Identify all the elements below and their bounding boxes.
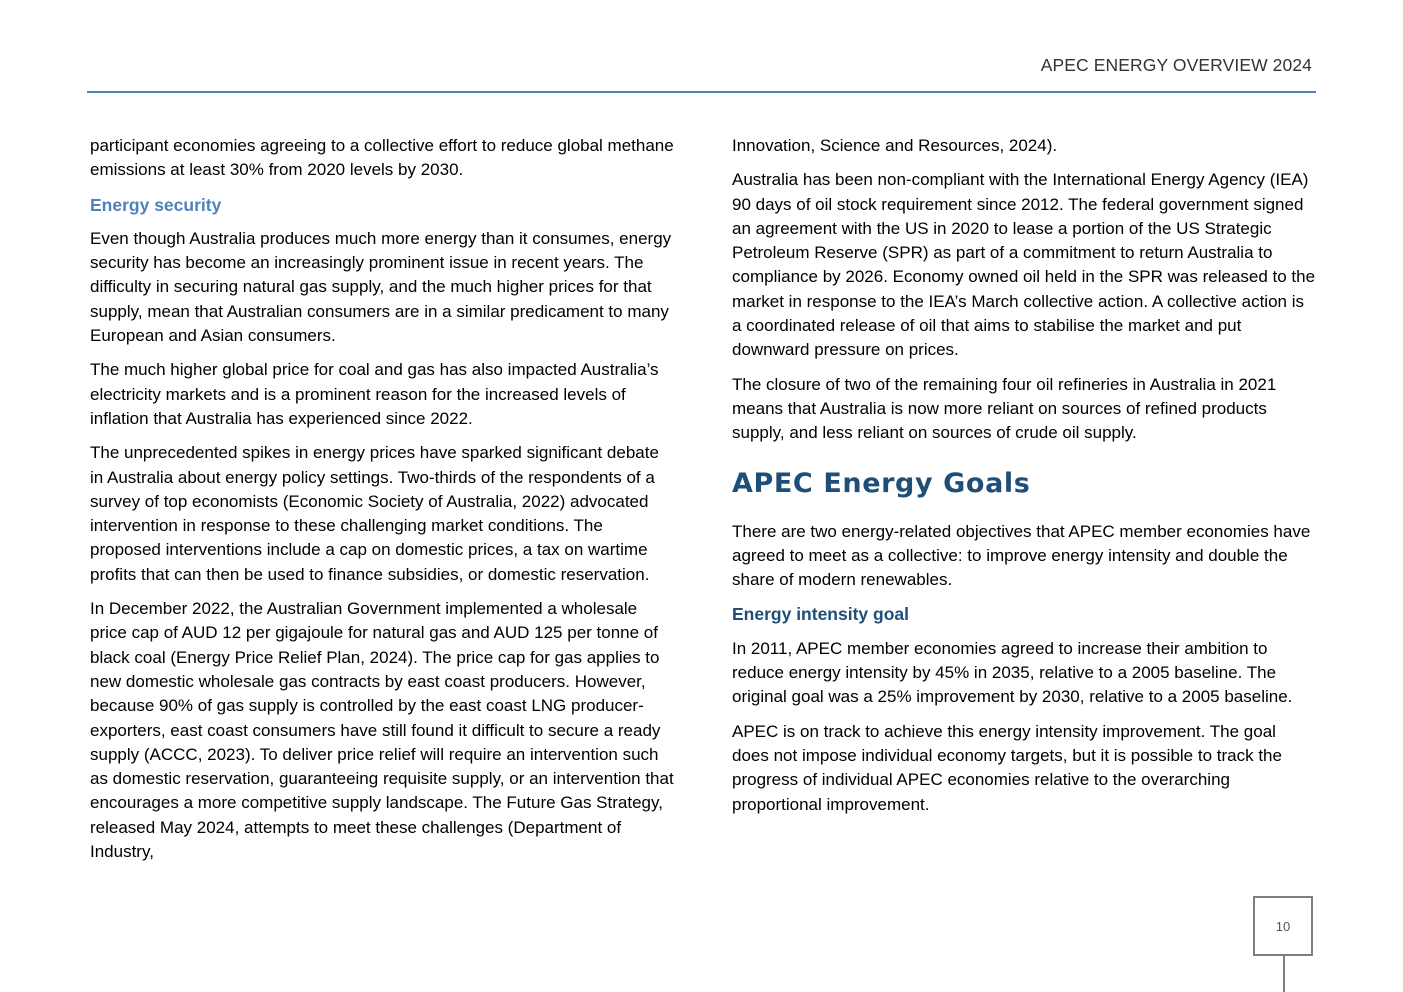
paragraph-policy-debate: The unprecedented spikes in energy prices have sparked significant debate in Australia about energy policy settings. Two-thirds of the respondents of a survey of top economists (Economic Society of Australia, 2022) advocated intervention in response to these challenging market conditions. The proposed interventions include a cap on domestic prices, a tax on wartime profits that can then be used to finance subsidies, or domestic reservation. xyxy=(90,443,659,584)
paragraph-citation-continuation: Innovation, Science and Resources, 2024). xyxy=(732,136,1058,155)
page-number-box xyxy=(1253,896,1313,956)
paragraph-oil-stock: Australia has been non-compliant with the International Energy Agency (IEA) 90 days of oil stock requirement since 2012. The federal government signed an agreement with the US in 2020 to lease a portion of the US Strategic Petroleum Reserve (SPR) as part of a commitment to return Australia to compliance by 2026. Economy owned oil held in the SPR was released to the market in response to the IEA’s March collective action. A collective action is a coordinated release of oil that aims to stabilise the market and put downward pressure on prices. xyxy=(732,170,1316,360)
paragraph-price-cap: In December 2022, the Australian Government implemented a wholesale price cap of AUD 12 per gigajoule for natural gas and AUD 125 per tonne of black coal (Energy Price Relief Plan, 2024). The price cap for gas applies to new domestic wholesale gas contracts by east coast producers. However, because 90% of gas supply is controlled by the east coast LNG producer-exporters, east coast consumers have still found it difficult to secure a ready supply (ACCC, 2023). To deliver price relief will require an intervention such as domestic reservation, guaranteeing requisite supply, or an intervention that encourages a more competitive supply landscape. The Future Gas Strategy, released May 2024, attempts to meet these challenges (Department of Industry, xyxy=(90,599,674,862)
running-header-title: APEC ENERGY OVERVIEW 2024 xyxy=(1040,55,1312,75)
header-divider xyxy=(87,91,1316,93)
page-number-connector-line xyxy=(1283,956,1285,992)
page-number: 10 xyxy=(1275,918,1291,934)
paragraph-global-price-impact: The much higher global price for coal and gas has also impacted Australia’s electricity markets and is a prominent reason for the increased levels of inflation that Australia has experienced since 2022. xyxy=(90,360,659,428)
right-column xyxy=(732,134,1317,827)
paragraph-goals-intro: There are two energy-related objectives that APEC member economies have agreed to meet as a collective: to improve energy intensity and double the share of modern renewables. xyxy=(732,521,1311,590)
heading-energy-security: Energy security xyxy=(90,194,222,215)
heading-apec-energy-goals: APEC Energy Goals xyxy=(732,467,1031,499)
paragraph-energy-security-intro: Even though Australia produces much more energy than it consumes, energy security has become an increasingly prominent issue in recent years. The difficulty in securing natural gas supply, and the much higher prices for that supply, mean that Australian consumers are in a similar predicament to many European and Asian consumers. xyxy=(90,228,672,346)
left-column xyxy=(90,134,675,874)
paragraph-refinery-closure: The closure of two of the remaining four oil refineries in Australia in 2021 means that Australia is now more reliant on sources of refined products supply, and less reliant on sources of crude oil supply. xyxy=(732,374,1277,443)
heading-energy-intensity-goal: Energy intensity goal xyxy=(732,604,909,625)
paragraph-methane-continuation: participant economies agreeing to a collective effort to reduce global methane emissions at least 30% from 2020 levels by 2030. xyxy=(90,136,674,180)
paragraph-intensity-ambition: In 2011, APEC member economies agreed to increase their ambition to reduce energy intensity by 45% in 2035, relative to a 2005 baseline. The original goal was a 25% improvement by 2030, relative to a 2005 baseline. xyxy=(732,638,1293,707)
paragraph-intensity-progress: APEC is on track to achieve this energy intensity improvement. The goal does not impose individual economy targets, but it is possible to track the progress of individual APEC economies relative to the overarching proportional improvement. xyxy=(732,721,1282,814)
